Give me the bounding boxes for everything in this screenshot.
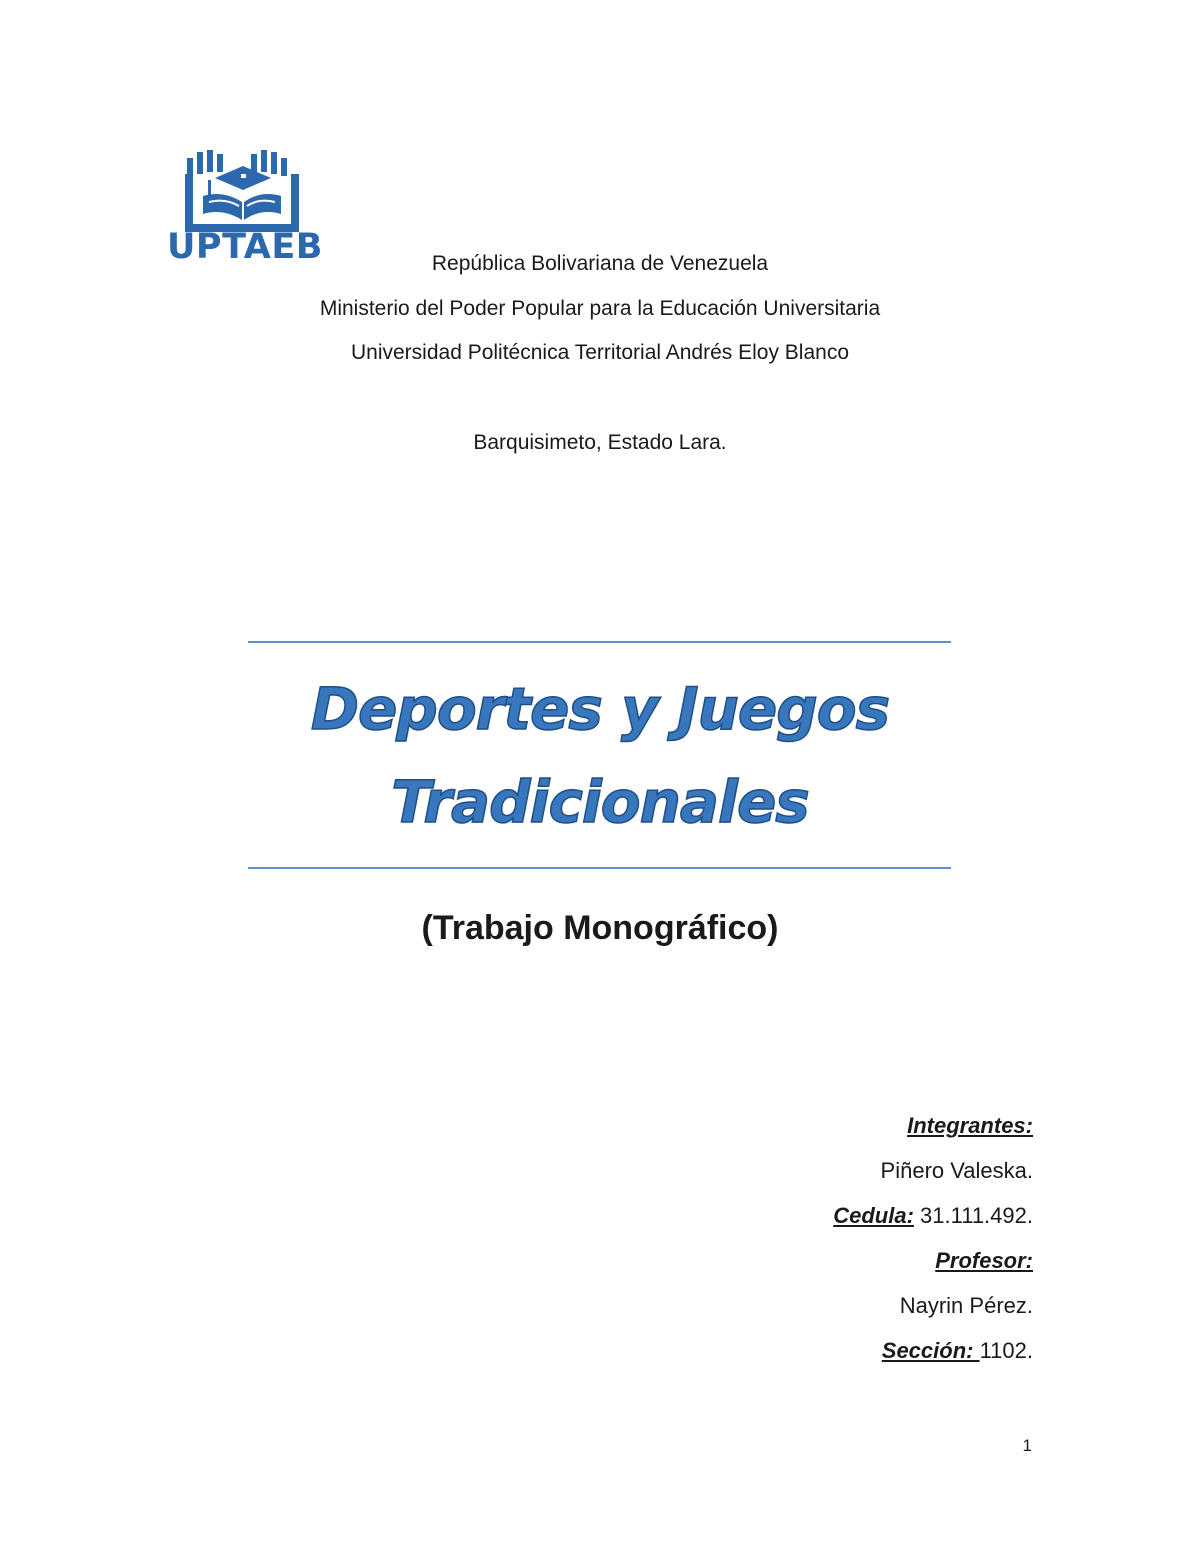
section-line [882,1338,1033,1364]
id-line [833,1203,1033,1229]
document-subtitle: (Trabajo Monográfico) [421,909,779,947]
professor-label [935,1248,1033,1274]
ministry-line: Ministerio del Poder Popular para la Educación Universitaria [319,297,881,320]
university-line: Universidad Politécnica Territorial Andrés Eloy Blanco [350,341,850,364]
country-line: República Bolivariana de Venezuela [431,252,769,275]
members-label-text: Integrantes: [907,1113,1033,1138]
id-label: Cedula: [833,1203,914,1228]
title-top-rule [248,641,951,643]
professor-label-text: Profesor: [935,1248,1033,1273]
title-line-1: Deportes y Juegos [310,675,890,743]
page-number: 1 [1022,1436,1032,1455]
title-bottom-rule [248,867,951,869]
title-line-2: Tradicionales [391,768,809,836]
logo-text: UPTAEB [167,227,323,267]
section-label: Sección: [881,1338,980,1363]
graduation-cap-book-icon [165,146,333,236]
id-value: 31.111.492. [913,1203,1033,1228]
professor-name: Nayrin Pérez. [899,1293,1033,1318]
member-name: Piñero Valeska. [880,1158,1033,1183]
members-label [907,1113,1033,1139]
section-value: 1102. [979,1338,1033,1363]
location-line: Barquisimeto, Estado Lara. [473,431,727,454]
